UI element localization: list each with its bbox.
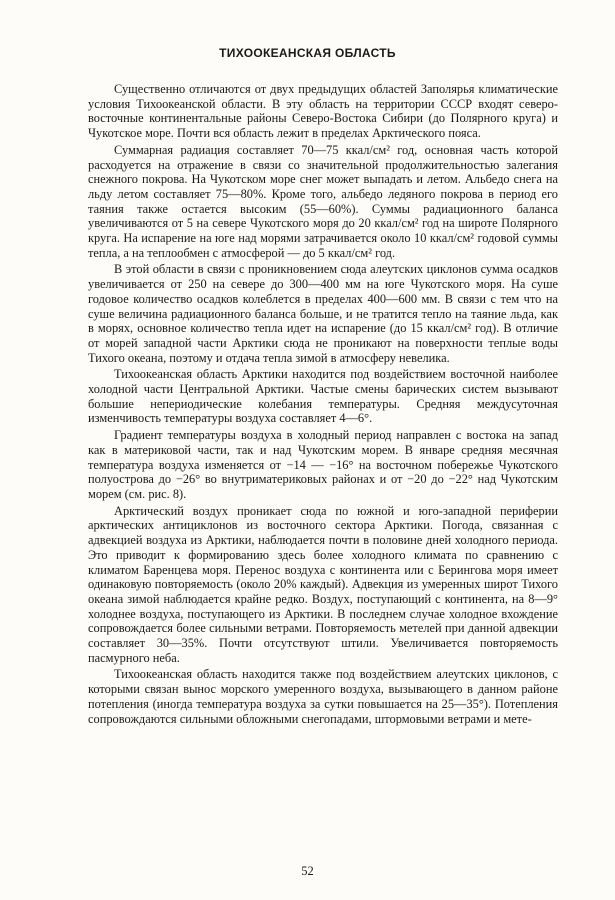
- paragraph: Градиент температуры воздуха в холодный период направлен с востока на запад как в материковой части, так и над Чукотским морем. В январе средняя месячная температура воздуха изменяется от −14 — −16° на восточном побережье Чукотского полуострова до −26° во внутриматериковых районах и от −20 до −22° над Чукотским морем (см. рис. 8).: [88, 428, 558, 501]
- paragraph: Тихоокеанская область Арктики находится под воздействием восточной наиболее холодной части Центральной Арктики. Частые смены барических систем вызывают большие непериодические колебания температуры. Средняя междусуточная изменчивость температуры воздуха составляет 4—6°.: [88, 367, 558, 426]
- page-number: 52: [301, 864, 314, 878]
- body-text: [88, 82, 558, 728]
- paragraph: Существенно отличаются от двух предыдущих областей Заполярья климатические условия Тихоокеанской области. В эту область на территории СССР входят северо-восточные континентальные районы Северо-Востока Сибири (до Полярного круга) и Чукотское море. Почти вся область лежит в пределах Арктического пояса.: [88, 82, 558, 141]
- paragraph: Суммарная радиация составляет 70—75 ккал/см² год, основная часть которой расходуется на отражение в связи со значительной продолжительностью залегания снежного покрова. На Чукотском море снег может выпадать и летом. Альбедо снега на льду летом составляет 75—80%. Кроме того, альбедо ледяного покрова в период его таяния также остается высоким (55—60%). Суммы радиационного баланса увеличиваются от 5 на севере Чукотского моря до 20 ккал/см² год на широте Полярного круга. На испарение на юге над морями затрачивается около 10 ккал/см² годовой суммы тепла, а на теплообмен с атмосферой — до 5 ккал/см² год.: [88, 142, 558, 260]
- section-title: ТИХООКЕАНСКАЯ ОБЛАСТЬ: [219, 46, 396, 60]
- paragraph: В этой области в связи с проникновением сюда алеутских циклонов сумма осадков увеличивается от 250 на севере до 300—400 мм на юге Чукотского моря. На суше годовое количество осадков колеблется в пределах 400—600 мм. В связи с тем что на суше величина радиационного баланса больше, и не тратится тепло на таяние льда, как в морях, основное количество тепла идет на испарение (до 15 ккал/см² год). В отличие от морей западной части Арктики сюда не проникают на поверхности теплые воды Тихого океана, поэтому и отдача тепла зимой в атмосферу невелика.: [88, 262, 558, 365]
- paragraph: Арктический воздух проникает сюда по южной и юго-западной периферии арктических антициклонов из восточного сектора Арктики. Погода, связанная с адвекцией воздуха из Арктики, наблюдается почти в половине дней холодного периода. Это приводит к формированию здесь более холодного климата по сравнению с климатом Баренцева моря. Перенос воздуха с континента или с Берингова моря имеет одинаковую повторяемость (около 20% каждый). Адвекция из умеренных широт Тихого океана зимой наблюдается крайне редко. Воздух, поступающий с континента, на 8—9° холоднее воздуха, поступающего из Арктики. В последнем случае холодное вхождение сопровождается более сильными ветрами. Повторяемость метелей при данной адвекции составляет 30—35%. Почти отсутствуют штили. Увеличивается повторяемость пасмурного неба.: [88, 503, 558, 665]
- paragraph: Тихоокеанская область находится также под воздействием алеутских циклонов, с которыми связан вынос морского умеренного воздуха, вызывающего в данном районе потепления (иногда температура воздуха за сутки повышается на 25—35°). Потепления сопровождаются сильными обложными снегопадами, штормовыми ветрами и мете-: [88, 667, 558, 726]
